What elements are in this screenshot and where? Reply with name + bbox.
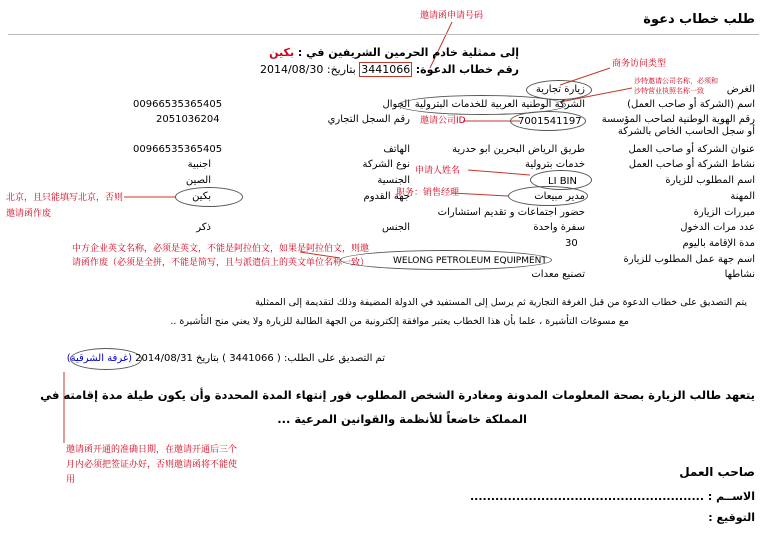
mobile-label: الجوال — [382, 99, 410, 110]
anno-applicant-name: 申请人姓名 — [415, 166, 461, 176]
invitation-label: رقم خطاب الدعوة: — [415, 63, 519, 76]
activity2-value: تصنيع معدات — [531, 269, 585, 280]
oval-company-id — [510, 111, 586, 131]
entries-value: سفرة واحدة — [533, 222, 585, 233]
address-label: عنوان الشركة أو صاحب العمل — [628, 144, 755, 155]
visitor-name-label: اسم المطلوب للزيارة — [665, 175, 755, 186]
anno-validity: 邀请函开通的准确日期，在邀请开通后三个月内必须把签证办好，否则邀请函将不能使用 — [66, 445, 238, 485]
representative-line — [269, 46, 519, 59]
phone-label: الهاتف — [383, 144, 410, 155]
stay-label: مدة الإقامة باليوم — [682, 238, 755, 249]
cr-value: 2051036204 — [156, 114, 220, 125]
visitor-name-value: LI BIN — [548, 176, 577, 187]
gender-value: ذكر — [196, 222, 211, 233]
notice-line-1: يتم التصديق على خطاب الدعوة من قبل الغرفة التجارية ثم يرسل إلى المستفيد في الدولة المضيفة وذلك لتقديمة إلى الممثلية — [255, 297, 747, 308]
cert-date: 2014/08/31 — [135, 353, 193, 364]
company-type-value: اجنبية — [187, 159, 211, 170]
arrival-value: بكين — [192, 191, 211, 202]
anno-company-id: 邀请公司ID — [420, 116, 466, 126]
company-type-label: نوع الشركة — [362, 159, 410, 170]
certification-line — [67, 353, 385, 364]
address-value: طريق الرياض البحرين ابو حدرية — [452, 144, 585, 155]
nationality-label: الجنسية — [377, 175, 410, 186]
mobile-value: 00966535365405 — [133, 99, 223, 110]
invitation-number: 3441066 — [361, 63, 411, 76]
national-id-value: 7001541197 — [518, 116, 582, 127]
oval-profession — [508, 186, 588, 206]
activity-label: نشاط الشركة أو صاحب العمل — [628, 159, 755, 170]
date-value: 2014/08/30 — [259, 63, 324, 76]
anno-english-name: 中方企业英文名称，必须是英文，不能是阿拉伯文，如果是阿拉伯文，则邀请函作废（必须是全拼，不能是简写，且与派遣信上的英文单位名称一致） — [72, 244, 370, 268]
national-id-label: رقم الهوية الوطنية لصاحب المؤسسة أو سجل الحاسب الخاص بالشركة — [601, 114, 755, 137]
purpose-value: زيارة تجارية — [535, 84, 585, 95]
arrival-label: جهة القدوم — [363, 191, 410, 202]
anno-company-name: 沙特邀请公司名称，必须和沙特营业执照名称一致 — [634, 77, 718, 95]
employer-name-value: الشركة الوطنية العربية للخدمات البترولية — [414, 99, 585, 110]
oval-arrival — [175, 187, 243, 207]
signature-name-row — [470, 490, 755, 503]
work-entity-label: اسم جهة عمل المطلوب للزيارة — [623, 254, 755, 265]
activity-value: خدمات بترولية — [525, 159, 585, 170]
phone-value: 00966535365405 — [133, 144, 223, 155]
nationality-value: الصين — [185, 175, 211, 186]
activity2-label: نشاطها — [724, 269, 755, 280]
reasons-value: حضور اجتماعات و تقديم استشارات — [437, 207, 585, 218]
profession-label: المهنة — [730, 191, 755, 202]
anno-beijing: 北京，且只能填写北京，否则邀请函作废 — [6, 193, 124, 219]
anno-invitation-number: 邀请函申请号码 — [420, 11, 484, 21]
notice-line-2: مع مسوغات التأشيرة ، علما بأن هذا الخطاب يعتبر موافقة إلكترونية من الجهة الطالبة للزيارة ولا يعني منح التأشيرة .. — [170, 316, 629, 327]
gender-label: الجنس — [381, 222, 410, 233]
cert-chamber: (غرفة الشرقية) — [66, 353, 132, 364]
employer-name-label: اسم (الشركة أو صاحب العمل) — [627, 99, 755, 110]
employer-signature-title: صاحب العمل — [679, 465, 755, 479]
work-entity-value: WELONG PETROLEUM EQUIPMENT — [393, 256, 547, 266]
pledge-line-1: يتعهد طالب الزيارة بصحة المعلومات المدونة ومغادرة الشخص المطلوب فور إنتهاء المدة المحددة وأن يكون طيلة مدة إقامته في — [40, 388, 755, 402]
signature-sign-label: التوقيع : — [708, 511, 755, 524]
leader-position — [452, 193, 508, 196]
title-divider — [8, 34, 759, 35]
date-label: بتاريخ: — [326, 63, 356, 76]
page-title: طلب خطاب دعوة — [643, 12, 755, 27]
pledge-line-2: المملكة خاضعاً للأنظمة والقوانين المرعية ... — [277, 412, 527, 426]
invitation-line — [260, 63, 519, 76]
representative-label: إلى ممثلية خادم الحرمين الشريفين في : — [297, 46, 519, 59]
signature-name-label: الاســم : — [707, 490, 755, 503]
cr-label: رقم السجل التجاري — [327, 114, 410, 125]
anno-position: 职务：销售经理 — [396, 188, 460, 198]
cert-prefix: تم التصديق على الطلب: ( 3441066 ) بتاريخ — [196, 353, 385, 364]
signature-name-dots: ........................................................ — [469, 490, 704, 503]
anno-visit-type: 商务访问类型 — [612, 59, 667, 69]
leader-applicant-name — [468, 170, 530, 175]
profession-value: مدير مبيعات — [534, 191, 585, 202]
entries-label: عدد مرات الدخول — [680, 222, 755, 233]
leader-invitation-number — [430, 22, 452, 68]
stay-value: 30 — [565, 238, 578, 249]
reasons-label: مبررات الزيارة — [693, 207, 755, 218]
representative-city: بكين — [269, 46, 295, 59]
purpose-label: الغرض — [726, 84, 755, 95]
